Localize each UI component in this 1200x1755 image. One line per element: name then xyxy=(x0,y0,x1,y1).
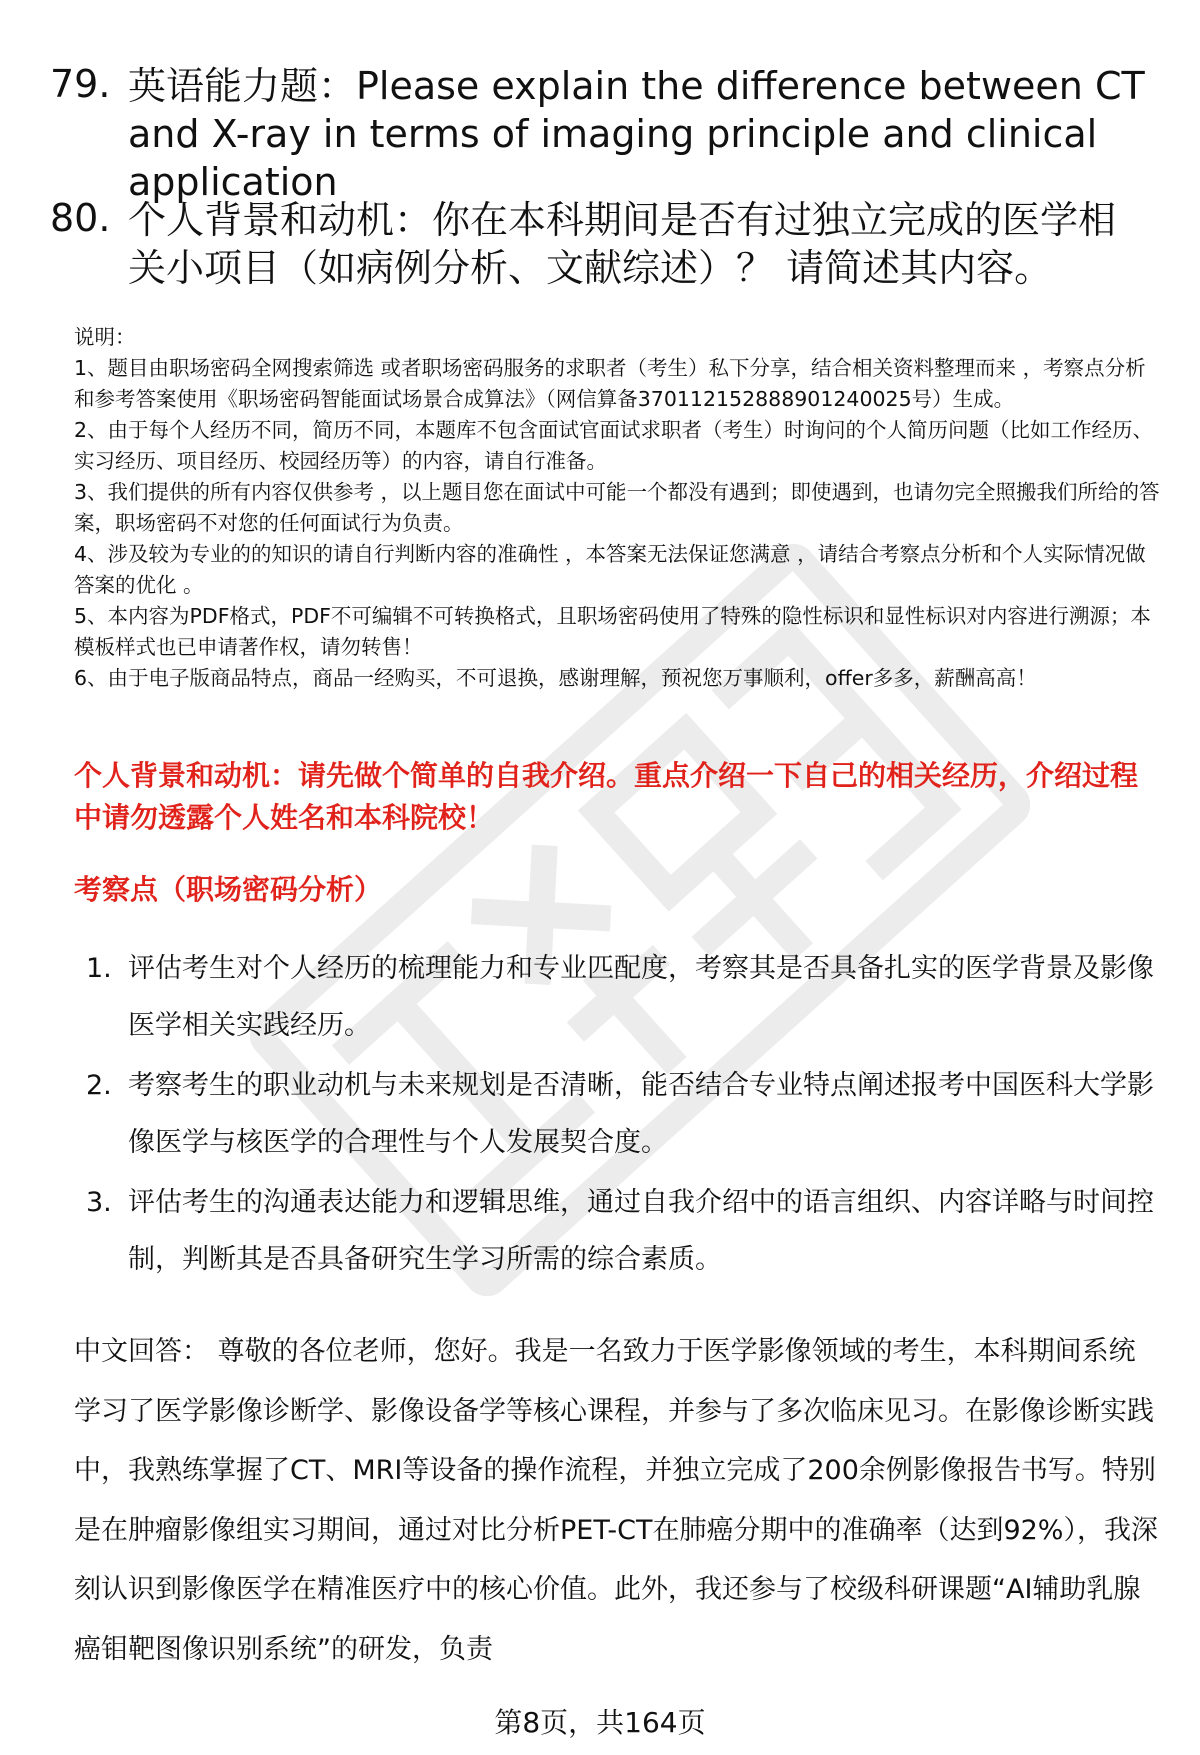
point-text: 考察考生的职业动机与未来规划是否清晰，能否结合专业特点阐述报考中国医科大学影像医学与核医学的合理性与个人发展契合度。 xyxy=(128,1070,1154,1158)
point-text: 评估考生对个人经历的梳理能力和专业匹配度，考察其是否具备扎实的医学背景及影像医学相关实践经历。 xyxy=(128,953,1154,1041)
chinese-answer: 中文回答： 尊敬的各位老师，您好。我是一名致力于医学影像领域的考生，本科期间系统学习了医学影像诊断学、影像设备学等核心课程，并参与了多次临床见习。在影像诊断实践中，我熟练掌握了CT、MRI等设备的操作流程，并独立完成了200余例影像报告书写。特别是在肿瘤影像组实习期间，通过对比分析PET-CT在肺癌分期中的准确率（达到92%），我深刻认识到影像医学在精准医疗中的核心价值。此外，我还参与了校级科研课题“AI辅助乳腺癌钼靶图像识别系统”的研发，负责 xyxy=(74,1336,1158,1665)
question-text: 英语能力题：Please explain the difference between CT and X-ray in terms of imaging principle and clinical application xyxy=(128,64,1145,204)
notes-title: 说明： xyxy=(74,325,136,349)
note-item: 5、本内容为PDF格式，PDF不可编辑不可转换格式，且职场密码使用了特殊的隐性标识和显性标识对内容进行溯源；本模板样式也已申请著作权，请勿转售！ xyxy=(74,604,1151,659)
analysis-point xyxy=(74,940,1154,1054)
note-item: 6、由于电子版商品特点，商品一经购买，不可退换，感谢理解，预祝您万事顺利，offer多多，薪酬高高！ xyxy=(74,666,1037,690)
main-question: 个人背景和动机：请先做个简单的自我介绍。重点介绍一下自己的相关经历，介绍过程中请勿透露个人姓名和本科院校！ xyxy=(74,759,1139,834)
point-number: 2. xyxy=(86,1070,112,1101)
question-79 xyxy=(50,62,1150,206)
note-item: 1、题目由职场密码全网搜索筛选 或者职场密码服务的求职者（考生）私下分享，结合相关资料整理而来 ，考察点分析和参考答案使用《职场密码智能面试场景合成算法》（网信算备370112152888901240025号）生成。 xyxy=(74,356,1146,411)
analysis-heading: 考察点（职场密码分析） xyxy=(74,873,383,906)
question-text: 个人背景和动机：你在本科期间是否有过独立完成的医学相关小项目（如病例分析、文献综述）？ 请简述其内容。 xyxy=(128,198,1117,290)
question-number: 79. xyxy=(50,62,111,106)
point-number: 3. xyxy=(86,1187,112,1218)
disclaimer-notes xyxy=(74,322,1164,694)
point-number: 1. xyxy=(86,953,112,984)
analysis-point xyxy=(74,1174,1154,1288)
question-number: 80. xyxy=(50,196,111,240)
note-item: 2、由于每个人经历不同，简历不同，本题库不包含面试官面试求职者（考生）时询问的个人简历问题（比如工作经历、实习经历、项目经历、校园经历等）的内容，请自行准备。 xyxy=(74,418,1154,473)
note-item: 3、我们提供的所有内容仅供参考 ，以上题目您在面试中可能一个都没有遇到；即使遇到，也请勿完全照搬我们所给的答案，职场密码不对您的任何面试行为负责。 xyxy=(74,480,1160,535)
note-item: 4、涉及较为专业的的知识的请自行判断内容的准确性 ，本答案无法保证您满意 ，请结合考察点分析和个人实际情况做答案的优化 。 xyxy=(74,542,1146,597)
point-text: 评估考生的沟通表达能力和逻辑思维，通过自我介绍中的语言组织、内容详略与时间控制，判断其是否具备研究生学习所需的综合素质。 xyxy=(128,1187,1154,1275)
page-number: 第8页，共164页 xyxy=(494,1706,706,1739)
analysis-point xyxy=(74,1057,1154,1171)
question-80 xyxy=(50,196,1150,292)
analysis-points xyxy=(74,940,1154,1291)
